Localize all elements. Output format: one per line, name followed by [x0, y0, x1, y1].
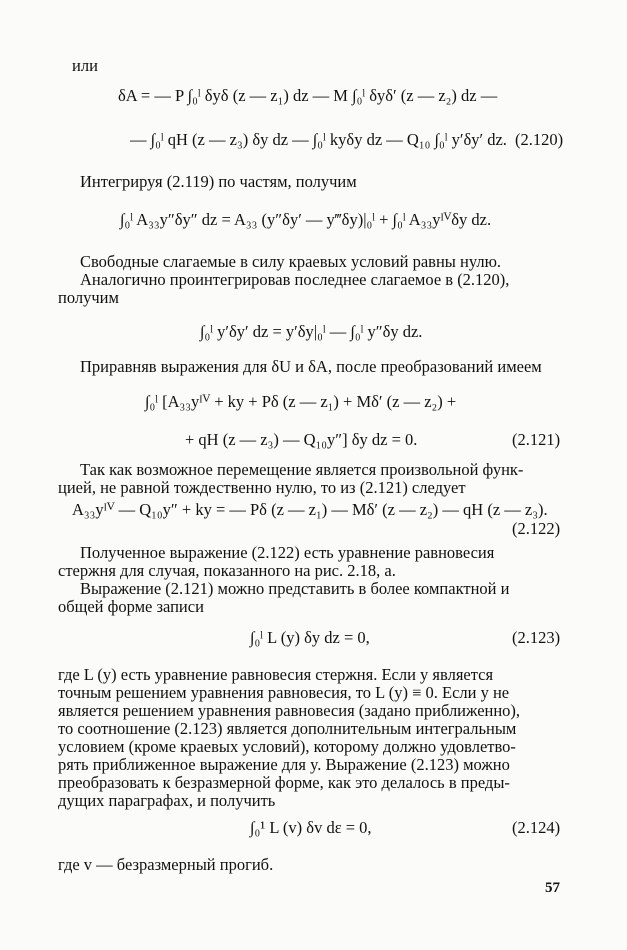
equation-2-121-line1: ∫₀ˡ [A₃₃yᴵⱽ + ky + Pδ (z — z₁) + Mδ′ (z — z₂) + — [145, 392, 457, 411]
equation-number-2-123: (2.123) — [512, 628, 561, 647]
equation-by-parts-2: ∫₀ˡ y′δy′ dz = y′δy|₀ˡ — ∫₀ˡ y″δy dz. — [200, 322, 423, 341]
paragraph-integrate: Интегрируя (2.119) по частям, получим — [80, 172, 357, 191]
text-ili: или — [72, 56, 98, 75]
equation-number-2-122: (2.122) — [512, 519, 561, 538]
paragraph-since-line2: цией, не равной тождественно нулю, то из (2.121) следует — [58, 478, 466, 497]
paragraph-where-line4: то соотношение (2.123) является дополнительным интегральным — [58, 719, 517, 738]
paragraph-equate: Приравняв выражения для δU и δA, после преобразований имеем — [80, 357, 542, 376]
paragraph-where-line3: является решением уравнения равновесия (задано приближенно), — [58, 701, 521, 720]
paragraph-where-line2: точным решением уравнения равновесия, то L (y) ≡ 0. Если y не — [58, 683, 510, 702]
paragraph-since-line1: Так как возможное перемещение является произвольной функ- — [80, 460, 524, 479]
page-number: 57 — [545, 880, 560, 896]
equation-2-120-line2: — ∫₀ˡ qH (z — z₃) δy dz — ∫₀ˡ kyδy dz — Q₁₀ ∫₀ˡ y′δy′ dz. — [130, 130, 507, 149]
equation-2-123: ∫₀ˡ L (y) δy dz = 0, — [250, 628, 370, 647]
paragraph-where-line5: условием (кроме краевых условий), которому должно удовлетво- — [58, 737, 516, 756]
paragraph-where-line7: преобразовать к безразмерной форме, как это делалось в преды- — [58, 773, 510, 792]
equation-by-parts: ∫₀ˡ A₃₃y″δy″ dz = A₃₃ (y″δy′ — y‴δy)|₀ˡ + ∫₀ˡ A₃₃yᴵⱽδy dz. — [120, 210, 492, 229]
equation-number-2-120: (2.120) — [515, 130, 564, 149]
paragraph-obtained-line1: Полученное выражение (2.122) есть уравнение равновесия — [80, 543, 495, 562]
paragraph-analog-line1: Аналогично проинтегрировав последнее слагаемое в (2.120), — [80, 270, 510, 289]
equation-2-122: A₃₃yᴵⱽ — Q₁₀y″ + ky = — Pδ (z — z₁) — Mδ′ (z — z₂) — qH (z — z₃). — [72, 500, 548, 519]
paragraph-where-line8: дущих параграфах, и получить — [58, 791, 276, 810]
equation-2-121-line2: + qH (z — z₃) — Q₁₀y″] δy dz = 0. — [185, 430, 418, 449]
equation-2-124: ∫₀¹ L (v) δv dε = 0, — [250, 818, 372, 837]
paragraph-last: где v — безразмерный прогиб. — [58, 855, 274, 874]
paragraph-analog-line2: получим — [58, 288, 119, 307]
paragraph-where-line1: где L (y) есть уравнение равновесия стержня. Если y является — [58, 665, 494, 684]
equation-2-120-line1: δA = — P ∫₀ˡ δyδ (z — z₁) dz — M ∫₀ˡ δyδ′ (z — z₂) dz — — [118, 86, 498, 105]
paragraph-expression-line1: Выражение (2.121) можно представить в более компактной и — [80, 579, 510, 598]
paragraph-where-line6: рять приближенное выражение для y. Выражение (2.123) можно — [58, 755, 510, 774]
equation-number-2-124: (2.124) — [512, 818, 561, 837]
paragraph-obtained-line2: стержня для случая, показанного на рис. 2.18, а. — [58, 561, 396, 580]
equation-number-2-121: (2.121) — [512, 430, 561, 449]
paragraph-expression-line2: общей форме записи — [58, 597, 204, 616]
paragraph-free-terms: Свободные слагаемые в силу краевых условий равны нулю. — [80, 252, 502, 271]
